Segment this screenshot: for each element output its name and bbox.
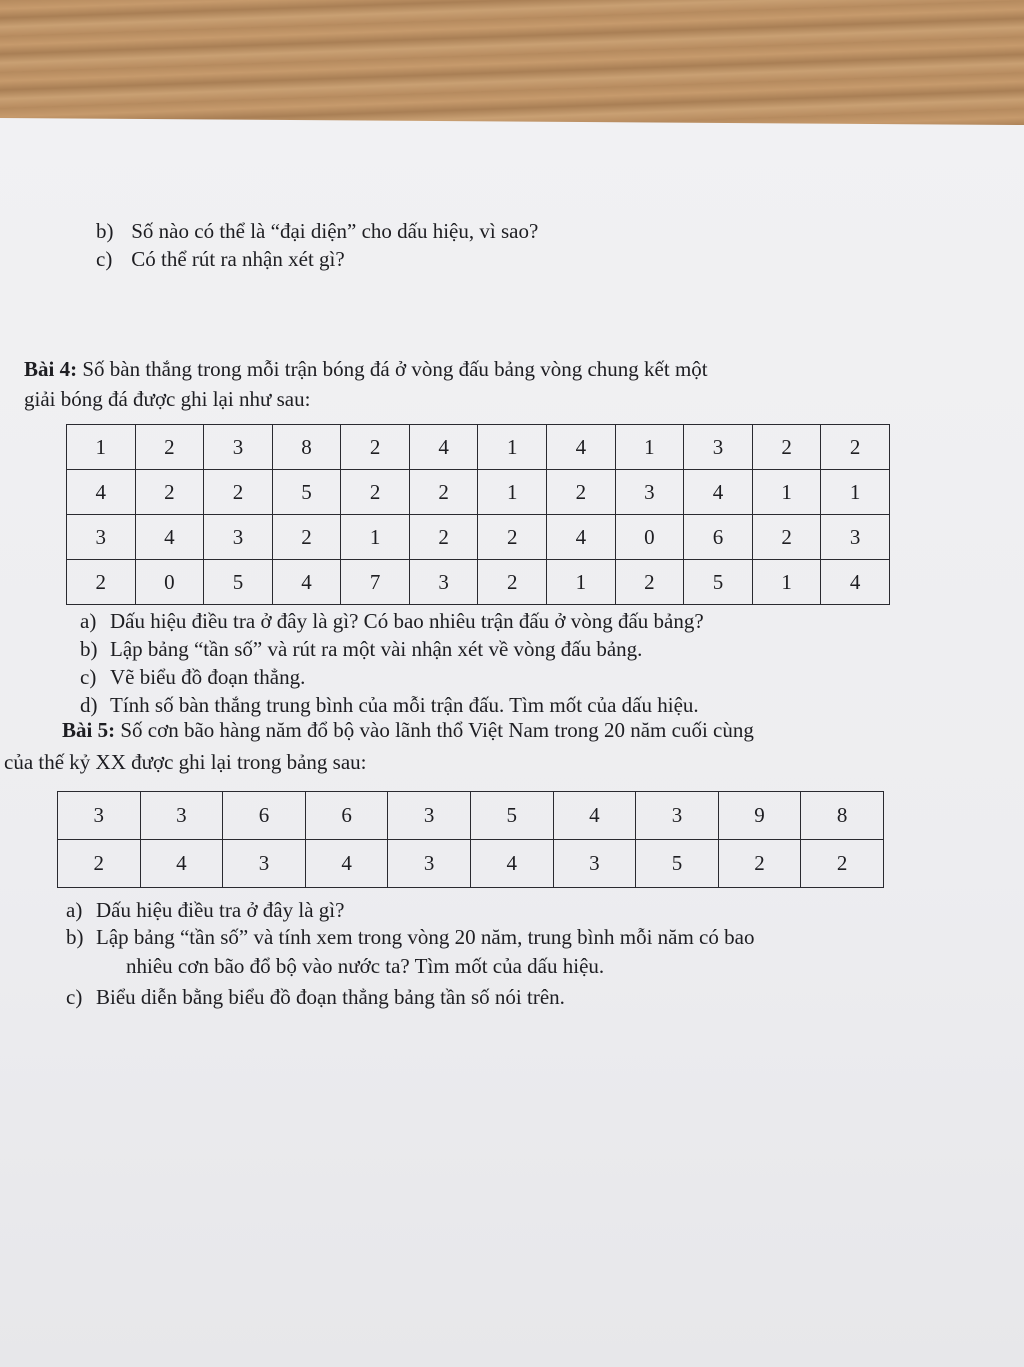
table-cell: 9 [718, 792, 801, 840]
question-label: d) [80, 693, 98, 717]
table-cell: 1 [341, 515, 410, 560]
table-cell: 3 [615, 470, 684, 515]
table-cell: 2 [341, 425, 410, 470]
question-text: Dấu hiệu điều tra ở đây là gì? Có bao nhiêu trận đấu ở vòng đấu bảng? [110, 609, 704, 633]
wooden-desk-background [0, 0, 1024, 140]
table-row [58, 840, 884, 888]
table-row [67, 560, 890, 605]
intro-item-b [96, 218, 538, 244]
table-cell: 3 [140, 792, 223, 840]
table-cell: 4 [272, 560, 341, 605]
question-item [80, 664, 305, 690]
question-item [66, 984, 565, 1010]
table-cell: 5 [204, 560, 273, 605]
table-cell: 8 [272, 425, 341, 470]
table-cell: 4 [305, 840, 388, 888]
table-cell: 8 [801, 792, 884, 840]
question-label: a) [80, 609, 97, 633]
table-cell: 4 [470, 840, 553, 888]
table-cell: 3 [409, 560, 478, 605]
question-label: a) [66, 898, 83, 922]
bai5-storms-table [57, 791, 884, 888]
table-cell: 4 [547, 425, 616, 470]
item-label: b) [96, 219, 114, 243]
table-cell: 6 [223, 792, 306, 840]
question-label: b) [80, 637, 98, 661]
question-item [66, 897, 344, 923]
question-item [80, 636, 642, 662]
intro-item-c [96, 246, 345, 272]
table-cell: 5 [684, 560, 753, 605]
table-cell: 4 [135, 515, 204, 560]
table-cell: 2 [58, 840, 141, 888]
table-cell: 3 [67, 515, 136, 560]
item-text: Có thể rút ra nhận xét gì? [131, 247, 345, 271]
table-cell: 1 [67, 425, 136, 470]
table-cell: 2 [409, 515, 478, 560]
question-text: Tính số bàn thắng trung bình của mỗi trận đấu. Tìm mốt của dấu hiệu. [110, 693, 699, 717]
table-cell: 5 [272, 470, 341, 515]
table-cell: 3 [684, 425, 753, 470]
table-cell: 4 [553, 792, 636, 840]
bai5-heading: Bài 5: [62, 718, 116, 742]
table-cell: 3 [821, 515, 890, 560]
question-text: nhiêu cơn bão đổ bộ vào nước ta? Tìm mốt của dấu hiệu. [126, 954, 605, 978]
table-cell: 1 [752, 560, 821, 605]
table-cell: 3 [204, 425, 273, 470]
table-cell: 3 [388, 792, 471, 840]
question-label: c) [80, 665, 97, 689]
table-cell: 2 [801, 840, 884, 888]
table-cell: 2 [135, 425, 204, 470]
table-cell: 3 [636, 792, 719, 840]
bai5-text-line1: Số cơn bão hàng năm đổ bộ vào lãnh thổ Việt Nam trong 20 năm cuối cùng [120, 718, 754, 742]
bai5-heading-line [62, 717, 754, 743]
table-cell: 3 [204, 515, 273, 560]
bai4-heading-line [24, 356, 708, 382]
table-cell: 2 [752, 425, 821, 470]
table-cell: 5 [470, 792, 553, 840]
table-cell: 3 [388, 840, 471, 888]
table-cell: 6 [684, 515, 753, 560]
table-cell: 2 [67, 560, 136, 605]
item-text: Số nào có thể là “đại diện” cho dấu hiệu, vì sao? [131, 219, 539, 243]
table-cell: 2 [409, 470, 478, 515]
table-cell: 4 [67, 470, 136, 515]
table-cell: 1 [615, 425, 684, 470]
item-label: c) [96, 247, 113, 271]
table-cell: 2 [272, 515, 341, 560]
table-cell: 1 [547, 560, 616, 605]
table-cell: 2 [135, 470, 204, 515]
question-label: c) [66, 985, 83, 1009]
question-item [80, 608, 704, 634]
question-text: Lập bảng “tần số” và rút ra một vài nhận xét về vòng đấu bảng. [110, 637, 643, 661]
bai5-text-line2: của thế kỷ XX được ghi lại trong bảng sau: [4, 750, 367, 774]
table-cell: 4 [409, 425, 478, 470]
table-cell: 1 [752, 470, 821, 515]
table-cell: 4 [684, 470, 753, 515]
table-cell: 2 [718, 840, 801, 888]
table-cell: 2 [204, 470, 273, 515]
question-text: Lập bảng “tần số” và tính xem trong vòng 20 năm, trung bình mỗi năm có bao [96, 925, 755, 949]
table-cell: 3 [553, 840, 636, 888]
question-text: Biểu diễn bằng biểu đồ đoạn thẳng bảng tần số nói trên. [96, 985, 565, 1009]
table-cell: 2 [752, 515, 821, 560]
bai4-goals-table [66, 424, 890, 605]
table-cell: 2 [547, 470, 616, 515]
table-cell: 0 [135, 560, 204, 605]
table-cell: 3 [223, 840, 306, 888]
bai4-text-line2: giải bóng đá được ghi lại như sau: [24, 387, 311, 411]
table-cell: 5 [636, 840, 719, 888]
table-cell: 2 [615, 560, 684, 605]
table-cell: 2 [478, 560, 547, 605]
question-item [66, 924, 754, 950]
table-cell: 7 [341, 560, 410, 605]
bai4-heading: Bài 4: [24, 357, 78, 381]
table-row [67, 425, 890, 470]
question-label: b) [66, 925, 84, 949]
table-cell: 3 [58, 792, 141, 840]
table-cell: 2 [341, 470, 410, 515]
table-cell: 0 [615, 515, 684, 560]
question-item [96, 953, 604, 979]
table-cell: 4 [140, 840, 223, 888]
question-text: Vẽ biểu đồ đoạn thẳng. [110, 665, 306, 689]
table-row [58, 792, 884, 840]
bai4-text-line1: Số bàn thắng trong mỗi trận bóng đá ở vòng đấu bảng vòng chung kết một [82, 357, 708, 381]
question-item [80, 692, 699, 718]
table-cell: 2 [478, 515, 547, 560]
table-row [67, 470, 890, 515]
table-cell: 1 [478, 470, 547, 515]
table-cell: 4 [547, 515, 616, 560]
table-cell: 1 [821, 470, 890, 515]
table-cell: 1 [478, 425, 547, 470]
table-row [67, 515, 890, 560]
table-cell: 4 [821, 560, 890, 605]
question-text: Dấu hiệu điều tra ở đây là gì? [96, 898, 345, 922]
table-cell: 2 [821, 425, 890, 470]
table-cell: 6 [305, 792, 388, 840]
